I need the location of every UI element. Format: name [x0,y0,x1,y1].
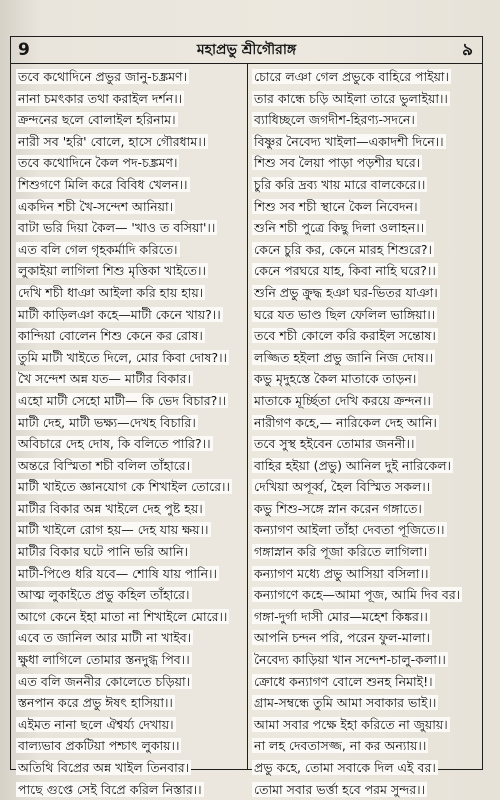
verse-text: লজ্জিত হইলা প্রভু জানি নিজ দোষ।। [254,349,434,365]
verse-text: অবিচারে দেহ দোষ, কি বলিতে পারি?।। [18,436,211,452]
verse-text: ক্ষুধা লাগিলে তোমার স্তনদুগ্ধ পিব।। [18,652,190,668]
verse-text: লুকাইয়া লাগিলা শিশু মৃত্তিকা খাইতে।। [18,263,206,279]
verse-line [16,649,244,671]
verse-line [252,606,480,628]
verse-line [252,239,480,261]
verse-line [252,347,480,369]
verse-line [16,217,244,239]
verse-text: কেনে চুরি কর, কেনে মারহ শিশুরে?। [254,241,433,257]
verse-line [252,584,480,606]
right-verse-column [252,66,480,800]
verse-line [16,779,244,800]
verse-text: প্রভু কহে, তোমা সবাকে দিল এই বর। [254,760,436,775]
verse-line [252,649,480,671]
verse-text: দেখি শচী ধাঞা আইলা করি হায় হায়। [18,284,204,300]
verse-text: কান্দিয়া বোলেন শিশু কেনে কর রোষ। [18,328,203,344]
verse-line [16,196,244,218]
verse-text: বাল্যভাব প্রকটিয়া পশ্চাৎ লুকায়।। [18,738,180,754]
verse-line [252,476,480,498]
page-number-left: 9 [18,40,30,60]
verse-text: কন্যাগণ মধ্যে প্রভু আসিয়া বসিলা।। [254,565,429,581]
verse-text: মাটীর বিকার অন্ন খাইলে দেহ পুষ্ট হয়। [18,500,203,516]
verse-line [16,260,244,282]
column-divider [247,64,248,770]
verse-line [252,282,480,304]
verse-line [16,455,244,477]
left-verse-column [16,66,244,800]
verse-line [16,541,244,563]
verse-line [252,88,480,110]
verse-text: শিশুগণে মিলি করে বিবিধ খেলন।। [18,176,188,192]
verse-text: একদিন শচী খৈ-সন্দেশ আনিয়া। [18,198,174,214]
verse-line [16,304,244,326]
verse-text: ক্রোধে কন্যাগণ বোলে শুনহ নিমাই!। [254,673,433,689]
verse-text: তবে কথোদিনে কৈল পদ-চঙ্ক্রমণ। [18,155,178,171]
verse-line [252,671,480,693]
verse-text: এত বলি গেল গৃহকর্মাদি করিতে। [18,241,178,257]
verse-text: নৈবেদ্য কাড়িয়া খান সন্দেশ-চালু-কলা।। [254,652,446,668]
verse-line [16,174,244,196]
verse-line [16,109,244,131]
verse-line [16,692,244,714]
verse-line [16,606,244,628]
verse-text: আগে কেনে ইহা মাতা না শিখাইলে মোরে।। [18,608,228,624]
verse-text: নানা চমৎকার তথা করাইল দর্শন।। [18,90,183,106]
verse-text: নারী সব 'হরি' বোলে, হাসে গৌরধাম।। [18,133,207,149]
page-number-right: ৯ [461,40,473,60]
verse-text: বিষ্ণুর নৈবেদ্য খাইলা—একাদশী দিনে।। [254,133,444,149]
verse-text: শিশু সব শচী স্থানে কৈল নিবেদন। [254,198,418,214]
verse-text: দেখিয়া অপূর্ব্ব, হৈল বিস্মিত সকল।। [254,479,431,495]
verse-text: চুরি করি দ্রব্য খায় মারে বালকেরে।। [254,176,426,192]
verse-line [252,412,480,434]
verse-text: মাটী-পিণ্ডে ধরি যবে— শোষি যায় পানি।। [18,565,217,581]
verse-text: তুমি মাটী খাইতে দিলে, মোর কিবা দোষ?।। [18,349,228,365]
verse-line [16,412,244,434]
verse-text: শিশু সব লৈয়া পাড়া পড়শীর ঘরে। [254,155,421,171]
verse-line [16,433,244,455]
verse-line [252,260,480,282]
verse-text: মাটী কাড়িলঞা কহে—মাটী কেনে খায়?।। [18,306,221,322]
verse-line [16,88,244,110]
verse-text: বাহির হইয়া (প্রভু) আনিল দুই নারিকেল। [254,457,452,473]
verse-line [252,152,480,174]
verse-line [16,131,244,153]
verse-line [252,714,480,736]
verse-line [252,519,480,541]
verse-text: স্তনপান করে প্রভু ঈষৎ হাসিয়া।। [18,695,173,711]
verse-text: তবে শচী কোলে করি করাইল সন্তোষ। [254,328,436,344]
verse-text: এহো মাটী সেহো মাটী— কি ভেদ বিচার?।। [18,392,227,408]
verse-line [252,735,480,757]
verse-text: গঙ্গা-দুর্গা দাসী মোর—মহেশ কিঙ্কর।। [254,608,428,624]
verse-line [252,692,480,714]
verse-text: পাছে গুপ্তে সেই বিপ্রে করিল নিস্তার।। [18,781,202,797]
verse-text: মাটী খাইলে রোগ হয়— দেহ যায় ক্ষয়।। [18,522,209,538]
verse-text: বাটা ভরি দিয়া কৈল— 'খাও ত বসিয়া'।। [18,220,216,236]
verse-text: তোমা সবার ভর্ত্তা হবে পরম সুন্দর।। [254,781,426,797]
verse-text: তবে সুস্থ হইবেন তোমার জননী।। [254,436,415,452]
verse-text: এইমত নানা ছলে ঐশ্বর্য্য দেখায়। [18,716,174,732]
verse-line [252,541,480,563]
verse-line [16,66,244,88]
running-title: মহাপ্রভু শ্রীগৌরাঙ্গ [196,42,297,58]
verse-text: আপনি চন্দন পরি, পরেন ফুল-মালা। [254,630,430,646]
verse-line [16,563,244,585]
verse-line [252,196,480,218]
verse-line [252,109,480,131]
verse-text: কভু মৃদুহস্তে কৈল মাতাকে তাড়ন। [254,371,417,387]
verse-line [16,584,244,606]
verse-line [16,498,244,520]
verse-line [16,390,244,412]
verse-text: মাতাকে মূর্চ্ছিতা দেখি করয়ে ক্রন্দন।। [254,392,431,408]
verse-line [252,779,480,800]
verse-line [252,757,480,779]
verse-text: আত্ম লুকাইতে প্রভু কহিল তাঁহারে। [18,587,190,603]
verse-text: শুনি শচী পুত্রে কিছু দিলা ওলাহন।। [254,220,425,236]
verse-line [252,131,480,153]
verse-text: গঙ্গাস্নান করি পূজা করিতে লাগিলা। [254,544,428,560]
verse-line [16,735,244,757]
verse-text: চোরে লঞা গেল প্রভুকে বাহিরে পাইয়া। [254,69,450,84]
verse-text: গ্রাম-সম্বন্ধে তুমি আমা সবাকার ভাই।। [254,695,437,711]
verse-line [252,325,480,347]
verse-line [252,304,480,326]
verse-text: এবে ত জানিল আর মাটী না খাইব। [18,630,192,646]
verse-line [16,757,244,779]
verse-line [252,455,480,477]
page-header [10,36,483,64]
verse-line [252,66,480,88]
verse-line [16,347,244,369]
verse-text: আমা সবার পক্ষে ইহা করিতে না জুয়ায়। [254,716,448,732]
verse-text: কন্যাগণে কহে—আমা পূজ, আমি দিব বর। [254,587,461,603]
verse-line [252,390,480,412]
verse-text: মাটীর বিকার ঘটে পানি ভরি আনি। [18,544,189,560]
verse-line [16,476,244,498]
verse-line [16,671,244,693]
verse-line [252,563,480,585]
verse-text: তবে কথোদিনে প্রভুর জানু-চঙ্ক্রমণ। [18,69,188,84]
verse-text: না লহ দেবতাসজ্জ, না কর অন্যায়।। [254,738,427,754]
verse-line [252,368,480,390]
verse-text: খৈ সন্দেশ অন্ন যত— মাটীর বিকার। [18,371,191,387]
verse-line [252,174,480,196]
verse-text: মাটী দেহ, মাটী ভক্ষ্য—দেখহ বিচারি। [18,414,196,430]
verse-line [252,627,480,649]
verse-line [252,217,480,239]
verse-text: শুনি প্রভু ক্রুদ্ধ হঞা ঘর-ভিতর যাঞা। [254,284,438,300]
verse-text: তার কান্ধে চড়ি আইলা তারে ভুলাইয়া।। [254,90,448,106]
verse-text: কভু শিশু-সঙ্গে স্নান করেন গঙ্গাতে। [254,500,422,516]
verse-text: অতিথি বিপ্রের অন্ন খাইল তিনবার। [18,760,190,775]
verse-line [16,627,244,649]
verse-line [16,714,244,736]
verse-text: কন্যাগণ আইলা তাঁহা দেবতা পূজিতে।। [254,522,445,538]
verse-line [16,519,244,541]
verse-text: ব্যাধিচ্ছলে জগদীশ-হিরণ্য-সদনে। [254,112,415,128]
verse-text: নারীগণ কহে,— নারিকেল দেহ আনি। [254,414,437,430]
verse-text: ক্রন্দনের ছলে বোলাইল হরিনাম। [18,112,176,128]
verse-text: ঘরে যত ভাণ্ড ছিল ফেলিল ভাঙ্গিয়া।। [254,306,436,322]
verse-line [16,325,244,347]
verse-line [16,152,244,174]
verse-line [16,368,244,390]
verse-line [16,239,244,261]
verse-line [252,498,480,520]
verse-text: কেনে পরঘরে যাহ, কিবা নাহি ঘরে?।। [254,263,436,279]
verse-line [252,433,480,455]
verse-text: অন্তরে বিস্মিতা শচী বলিল তাঁহারে। [18,457,191,473]
verse-text: এত বলি জননীর কোলেতে চড়িয়া। [18,673,191,689]
verse-text: মাটী খাইতে জ্ঞানযোগ কে শিখাইল তোরে।। [18,479,230,495]
verse-line [16,282,244,304]
